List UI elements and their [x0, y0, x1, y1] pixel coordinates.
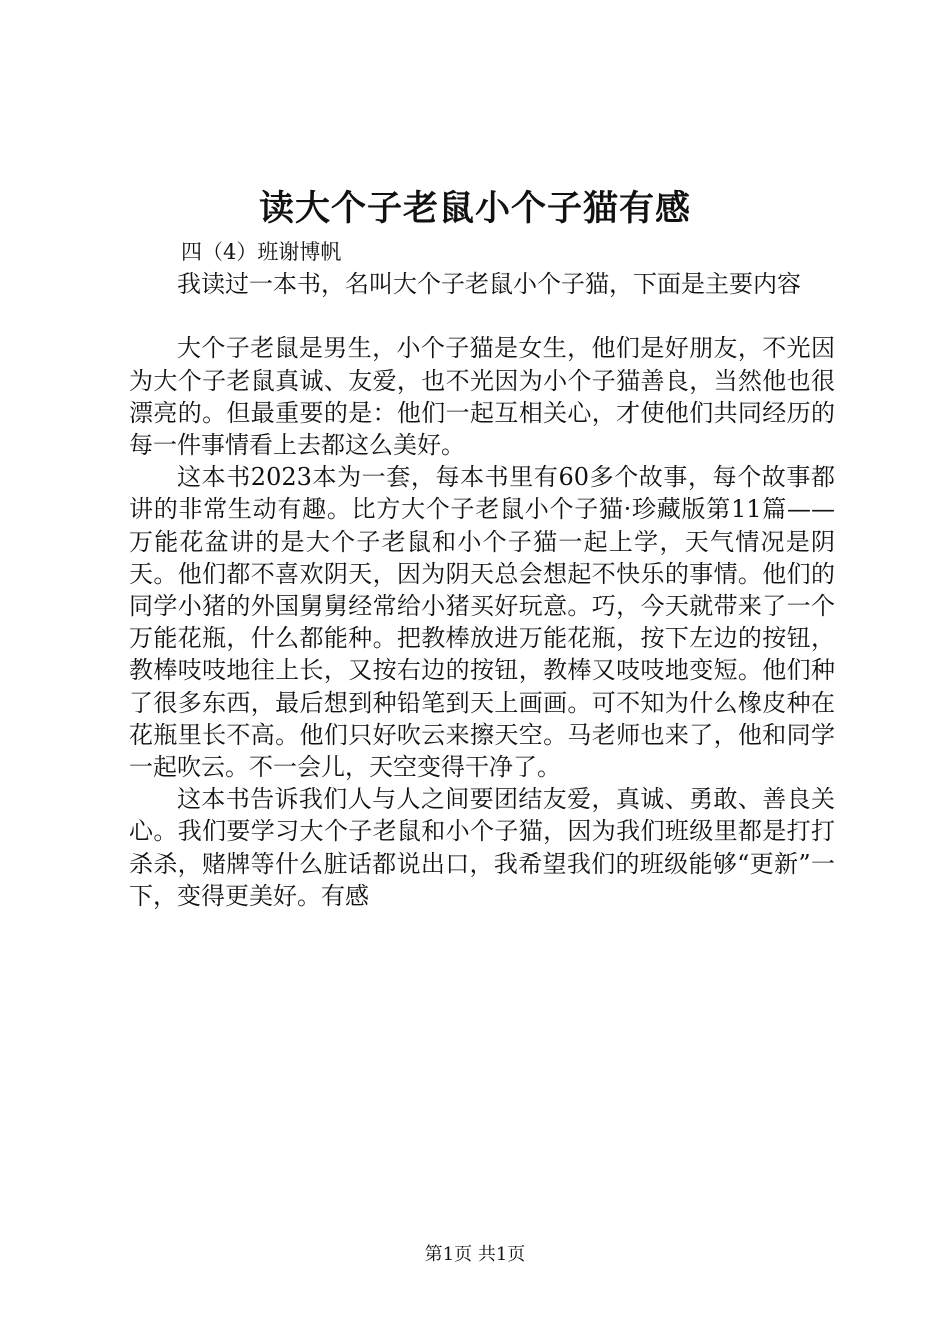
author-line: 四（4）班谢博帆	[181, 240, 342, 264]
paragraph-story: 这本书2023本为一套，每本书里有60多个故事，每个故事都讲的非常生动有趣。比方大个子老鼠小个子猫·珍藏版第11篇——万能花盆讲的是大个子老鼠和小个子猫一起上学，天气情况是阴天。他们都不喜欢阴天，因为阴天总会想起不快乐的事情。他们的同学小猪的外国舅舅经常给小猪买好玩意。巧，今天就带来了一个万能花瓶，什么都能种。把教棒放进万能花瓶，按下左边的按钮，教棒吱吱地往上长，又按右边的按钮，教棒又吱吱地变短。他们种了很多东西，最后想到种铅笔到天上画画。可不知为什么橡皮种在花瓶里长不高。他们只好吹云来擦天空。马老师也来了，他和同学一起吹云。不一会儿，天空变得干净了。	[129, 463, 835, 782]
page-footer: 第1页 共1页	[424, 1244, 526, 1265]
document-body	[129, 236, 835, 912]
paragraph-conclusion: 这本书告诉我们人与人之间要团结友爱，真诚、勇敢、善良关心。我们要学习大个子老鼠和小个子猫，因为我们班级里都是打打杀杀，赌牌等什么脏话都说出口，我希望我们的班级能够“更新”一下，变得更美好。有感	[129, 785, 835, 910]
paragraph-characters: 大个子老鼠是男生，小个子猫是女生，他们是好朋友，不光因为大个子老鼠真诚、友爱，也不光因为小个子猫善良，当然他也很漂亮的。但最重要的是：他们一起互相关心，才使他们共同经历的每一件事情看上去都这么美好。	[129, 334, 835, 460]
document-title: 读大个子老鼠小个子猫有感	[258, 188, 691, 229]
paragraph-intro: 我读过一本书，名叫大个子老鼠小个子猫，下面是主要内容	[177, 270, 801, 299]
